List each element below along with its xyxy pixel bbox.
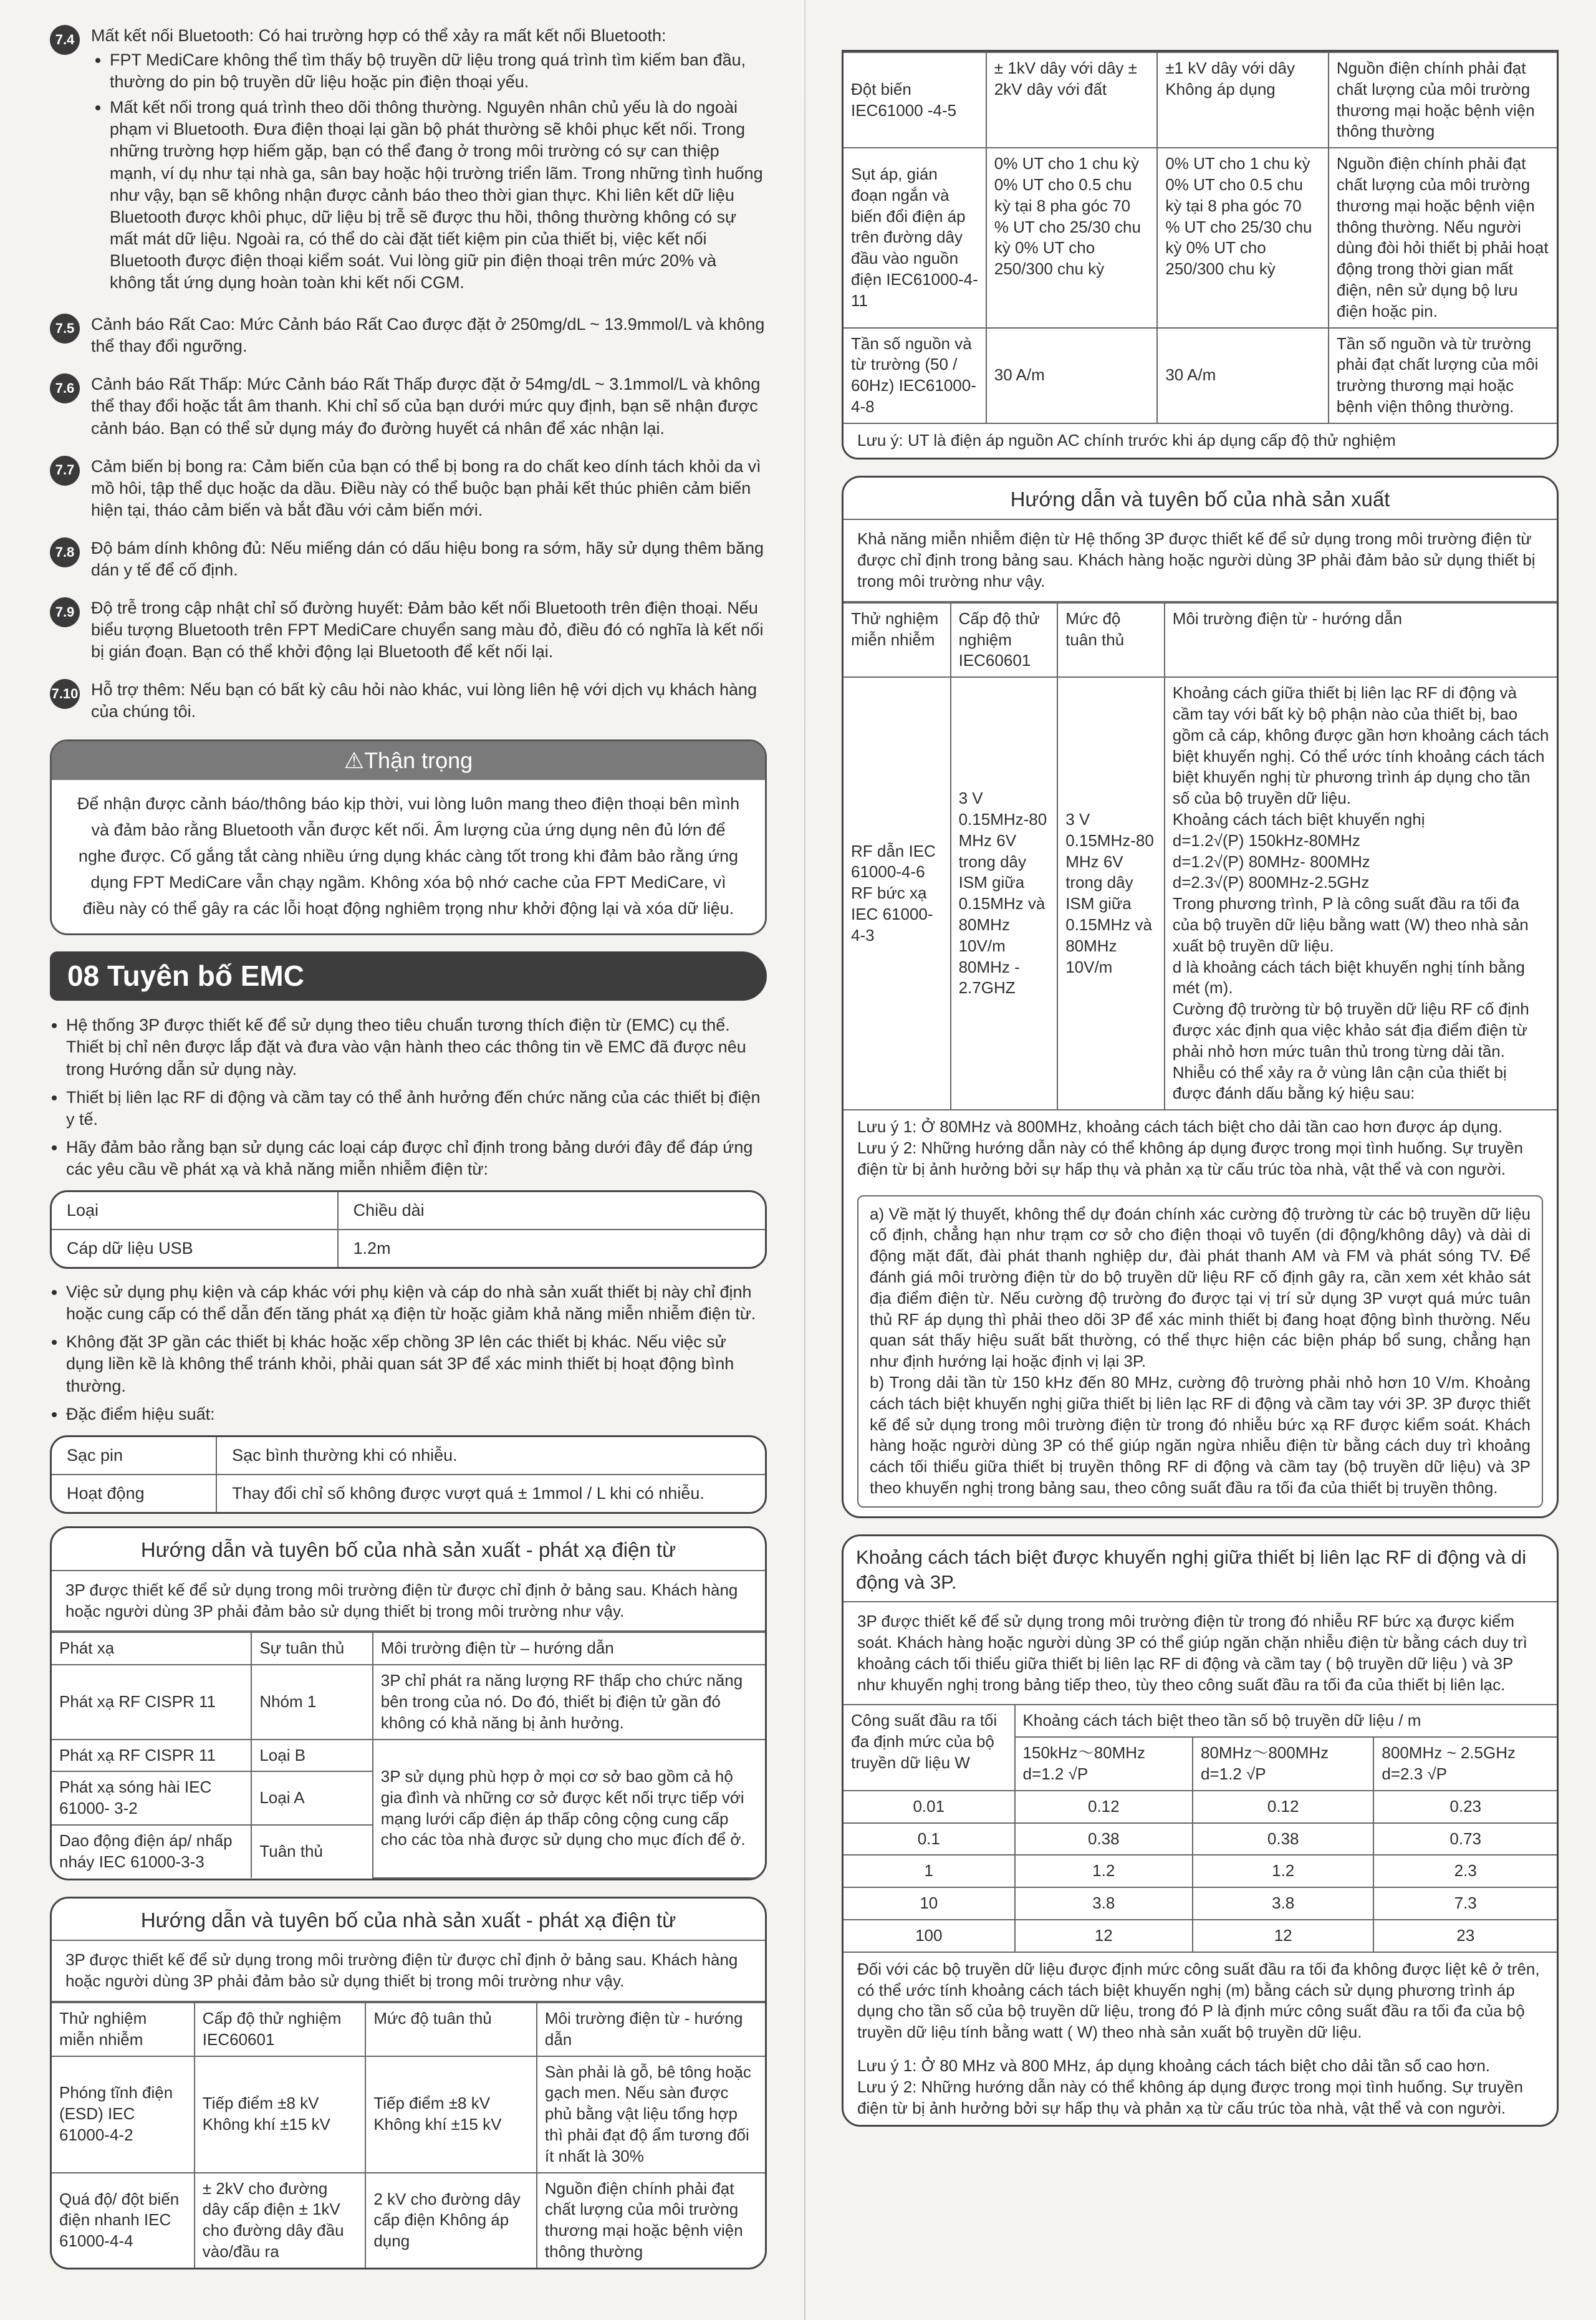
table-cell: Sàn phải là gỗ, bê tông hoặc gạch men. Nếu sàn được phủ bằng vật liệu tổng hợp thì phải đạt độ ẩm tương đối ít nhất là 30% [537, 2056, 765, 2173]
item-text: Hỗ trợ thêm: Nếu bạn có bất kỳ câu hỏi nào khác, vui lòng liên hệ với dịch vụ khách hàng của chúng tôi. [91, 680, 757, 721]
item-number-badge: 7.10 [50, 679, 80, 709]
bullet: • Thiết bị liên lạc RF di động và cầm tay có thể ảnh hưởng đến chức năng của các thiết bị điện y tế. [66, 1087, 767, 1130]
left-column [50, 25, 767, 2269]
table-cell: 1.2 [1015, 1855, 1193, 1887]
band-header: 80MHz〜800MHz d=1.2 √P [1193, 1737, 1373, 1791]
note-1: Lưu ý 1: Ở 80 MHz và 800 MHz, áp dụng khoảng cách tách biệt cho dải tần số cao hơn. [857, 2056, 1491, 2076]
caution-text: Để nhận được cảnh báo/thông báo kịp thời, vui lòng luôn mang theo điện thoại bên mình và đảm bảo rằng Bluetooth vẫn được kết nối. Âm lượng của ứng dụng nên đủ lớn để nghe được. Cố gắng tắt càng nhiều ứng dụng khác càng tốt trong khi đảm bảo rằng ứng dụng FPT MediCare vẫn chạy ngầm. Không xóa bộ nhớ cache của FPT MediCare, vì điều này có thể gây ra các lỗi hoạt động nghiêm trọng như khởi động lại và xóa dữ liệu. [77, 794, 740, 918]
performance-table [50, 1435, 767, 1514]
table-cell: 2.3 [1373, 1855, 1557, 1887]
table-cell: Nhóm 1 [251, 1665, 372, 1739]
item-7-4 [50, 25, 767, 297]
table-cell: ± 2kV cho đường dây cấp điện ± 1kV cho đường dây đầu vào/đầu ra [195, 2173, 366, 2268]
page-fold [804, 0, 805, 2320]
table-cell: 0.12 [1193, 1791, 1373, 1823]
frame-title: Hướng dẫn và tuyên bố của nhà sản xuất - phát xạ điện từ [52, 1528, 765, 1571]
table-cell: 0.01 [844, 1791, 1015, 1823]
table-cell: 3 V 0.15MHz-80 MHz 6V trong dây ISM giữa 0.15MHz và 80MHz 10V/m 80MHz - 2.7GHZ [951, 677, 1058, 1109]
table-cell: 30 A/m [1157, 328, 1329, 423]
table-cell: 12 [1193, 1920, 1373, 1952]
table-row [844, 1920, 1557, 1952]
guidance-cell [1165, 677, 1557, 1109]
col-header: Cấp độ thử nghiệm IEC60601 [195, 2003, 366, 2056]
table-cell: Loại A [251, 1771, 372, 1825]
after-table-text: Đối với các bộ truyền dữ liệu được định mức công suất đầu ra tối đa không được liệt kê ở trên, có thể ước tính khoảng cách tách biệt khuyến nghị (m) bằng cách sử dụng phương trình áp dụng cho tần số của bộ truyền dữ liệu, trong đó P là định mức công suất đầu ra tối đa của bộ truyền dữ liệu tính bằng watt ( W) theo nhà sản xuất bộ truyền dữ liệu. [844, 1952, 1557, 2049]
table-cell: 3.8 [1015, 1887, 1193, 1920]
frame-intro: 3P được thiết kế để sử dụng trong môi trường điện từ được chỉ định ở bảng sau. Khách hàng hoặc người dùng 3P phải đảm bảo sử dụng thiết bị trong môi trường như vậy. [52, 1571, 765, 1632]
table-row [844, 1823, 1557, 1856]
item-text: Cảnh báo Rất Cao: Mức Cảnh báo Rất Cao được đặt ở 250mg/dL ~ 13.9mmol/L và không thể thay đổi ngưỡng. [91, 315, 765, 356]
item-number-badge: 7.5 [50, 314, 80, 344]
table-cell-merged: 3P sử dụng phù hợp ở mọi cơ sở bao gồm cả hộ gia đình và những cơ sở được kết nối trực tiếp với mạng lưới cấp điện áp thấp công cộng cung cấp cho các tòa nhà được sử dụng cho mục đích để ở. [373, 1740, 765, 1878]
immunity-frame [50, 1897, 767, 2269]
col-header-group: Khoảng cách tách biệt theo tần số bộ truyền dữ liệu / m [1015, 1705, 1557, 1737]
col-header: Thử nghiệm miễn nhiễm [844, 603, 951, 677]
item-number-badge: 7.4 [50, 25, 80, 55]
table-cell: 0.73 [1373, 1823, 1557, 1856]
paragraph-a: a) Về mặt lý thuyết, không thể dự đoán chính xác cường độ trường từ các bộ truyền dữ liệu cố định, chẳng hạn như trạm cơ sở cho điện thoại vô tuyến (di động/không dây) và dài di động mặt đất, đài phát thanh nghiệp dư, đài phát thanh AM và FM và phát sóng TV. Để đánh giá môi trường điện từ do bộ truyền dữ liệu RF cố định gây ra, cần xem xét khảo sát địa điểm điện từ. Nếu cường độ trường đo được tại vị trí sử dụng 3P vượt quá mức tuân thủ RF áp dụng thì phải theo dõi 3P để xác minh thiết bị đang hoạt động bình thường. Nếu quan sát thấy hiệu suất bất thường, có thể thực hiện các biện pháp bổ sung, chẳng hạn như định hướng lại hoặc định vị lại 3P. [870, 1204, 1531, 1371]
item-text: Độ trễ trong cập nhật chỉ số đường huyết: Đảm bảo kết nối Bluetooth trên điện thoại. Nếu biểu tượng Bluetooth trên FPT MediCare chuyển sang màu đỏ, điều đó có nghĩa là kết nối bị gián đoạn. Bạn có thể khởi động lại Bluetooth để kết nối lại. [91, 599, 764, 662]
col-header: Môi trường điện từ – hướng dẫn [373, 1632, 765, 1665]
item-number-badge: 7.9 [50, 597, 80, 627]
cable-type: Cáp dữ liệu USB [52, 1229, 337, 1267]
frame-title: Khoảng cách tách biệt được khuyến nghị giữa thiết bị liên lạc RF di động và di động và 3P. [844, 1536, 1557, 1603]
perf-label: Hoạt động [52, 1474, 216, 1512]
table-row [844, 1791, 1557, 1823]
table-cell: 0.23 [1373, 1791, 1557, 1823]
col-header: Mức độ tuân thủ [1057, 603, 1165, 677]
guidance-line: d=1.2√(P) 80MHz- 800MHz [1172, 852, 1370, 871]
col-header: Môi trường điện từ - hướng dẫn [1165, 603, 1557, 677]
table-cell: RF dẫn IEC 61000-4-6 RF bức xạ IEC 61000-4-3 [844, 677, 951, 1109]
caution-title: ⚠Thận trọng [52, 741, 765, 781]
separation-distance-table [844, 1704, 1557, 1951]
notes [844, 2049, 1557, 2125]
perf-value: Sạc bình thường khi có nhiễu. [216, 1437, 765, 1474]
table-cell: Đột biến IEC61000 -4-5 [844, 52, 986, 148]
table-cell: Nguồn điện chính phải đạt chất lượng của môi trường thương mại hoặc bệnh viện thông thường [1329, 52, 1557, 148]
col-header: Cấp độ thử nghiệm IEC60601 [951, 603, 1058, 677]
table-cell: 3P chỉ phát ra năng lượng RF thấp cho chức năng bên trong của nó. Do đó, thiết bị điện tử gần đó không có khả năng bị ảnh hưởng. [373, 1665, 765, 1739]
table-cell: 1.2 [1193, 1855, 1373, 1887]
table-cell: 0% UT cho 1 chu kỳ 0% UT cho 0.5 chu kỳ tại 8 pha góc 70 % UT cho 25/30 chu kỳ 0% UT cho 250/300 chu kỳ [1157, 148, 1329, 327]
item-text: Mất kết nối Bluetooth: Có hai trường hợp có thể xảy ra mất kết nối Bluetooth: [91, 26, 666, 45]
note-2: Lưu ý 2: Những hướng dẫn này có thể không áp dụng được trong mọi tình huống. Sự truyền điện từ bị ảnh hưởng bởi sự hấp thụ và phản xạ từ cấu trúc tòa nhà, vật thể và con người. [857, 1138, 1523, 1178]
table-cell: 0.38 [1015, 1823, 1193, 1856]
item-7-5 [50, 314, 767, 357]
separation-distance-frame [842, 1534, 1559, 2127]
col-header: Sự tuân thủ [251, 1632, 372, 1665]
immunity-table [52, 2002, 765, 2268]
table-cell: Quá độ/ đột biến điện nhanh IEC 61000-4-4 [52, 2173, 195, 2268]
table-cell: 3 V 0.15MHz-80 MHz 6V trong dây ISM giữa 0.15MHz và 80MHz 10V/m [1057, 677, 1165, 1109]
bullet: • Không đặt 3P gần các thiết bị khác hoặc xếp chồng 3P lên các thiết bị khác. Nếu việc sử dụng liền kề là không thể tránh khỏi, phải quan sát 3P để xác minh thiết bị hoạt động bình thường. [66, 1331, 767, 1397]
table-cell: 7.3 [1373, 1887, 1557, 1920]
frame-title: Hướng dẫn và tuyên bố của nhà sản xuất - phát xạ điện từ [52, 1899, 765, 1942]
band-header: 150kHz〜80MHz d=1.2 √P [1015, 1737, 1193, 1791]
bullet: • Mất kết nối trong quá trình theo dõi thông thường. Nguyên nhân chủ yếu là do ngoài phạm vi Bluetooth. Đưa điện thoại lại gần bộ phát thường sẽ khôi phục kết nối. Trong những trường hợp hiếm gặp, bạn có thể đang ở trong môi trường có sự can thiệp mạnh, ví dụ như tại nhà ga, sân bay hoặc hội trường triển lãm. Trong những tình huống như vậy, bạn sẽ không nhận được cảnh báo theo thời gian thực. Khi liên kết dữ liệu Bluetooth được khôi phục, dữ liệu bị trễ sẽ được thu hồi, thông thường không có sự mất mát dữ liệu. Ngoài ra, có thể do cài đặt tiết kiệm pin của thiết bị, việc kết nối Bluetooth được điện thoại kiểm soát. Vui lòng giữ pin điện thoại trên mức 20% và không tắt ứng dụng hoàn toàn khi kết nối CGM. [110, 97, 767, 294]
table-cell: Sụt áp, gián đoạn ngắn và biến đổi điện áp trên đường dây đầu vào nguồn điện IEC61000-4-11 [844, 148, 986, 327]
table-cell: Tiếp điểm ±8 kV Không khí ±15 kV [195, 2056, 366, 2173]
table-cell: 0.38 [1193, 1823, 1373, 1856]
col-header: Phát xạ [52, 1632, 251, 1665]
item-7-8 [50, 537, 767, 581]
caution-box [50, 739, 767, 935]
perf-label: Sạc pin [67, 1445, 123, 1465]
frame-title: Hướng dẫn và tuyên bố của nhà sản xuất [844, 478, 1557, 521]
table-note [844, 1109, 1557, 1186]
table-cell: 3.8 [1193, 1887, 1373, 1920]
item-7-9 [50, 597, 767, 663]
table-cell: 12 [1015, 1920, 1193, 1952]
guidance-line: Trong phương trình, P là công suất đầu ra tối đa của bộ truyền dữ liệu bằng watt (W) theo nhà sản xuất bộ truyền dữ liệu. [1172, 894, 1529, 955]
right-column [842, 50, 1559, 2143]
table-cell: Phát xạ RF CISPR 11 [52, 1665, 251, 1739]
emc-bullets-2 [66, 1281, 767, 1425]
table-row [844, 1887, 1557, 1920]
col-header: Mức độ tuân thủ [365, 2003, 537, 2056]
cable-header-type: Loại [67, 1201, 99, 1220]
table-cell: 0.1 [844, 1823, 1015, 1856]
item-number-badge: 7.8 [50, 537, 80, 567]
table-cell: 0% UT cho 1 chu kỳ 0% UT cho 0.5 chu kỳ tại 8 pha góc 70 % UT cho 25/30 chu kỳ 0% UT cho 250/300 chu kỳ [986, 148, 1158, 327]
rf-immunity-table [844, 602, 1557, 1109]
table-cell: Nguồn điện chính phải đạt chất lượng của môi trường thương mại hoặc bệnh viện thông thường. Nếu người dùng đòi hỏi thiết bị phải hoạt động trong thời gian mất điện, nên sử dụng bộ lưu điện hoặc pin. [1329, 148, 1557, 327]
table-row [844, 1855, 1557, 1887]
bullet: • Đặc điểm hiệu suất: [66, 1403, 767, 1425]
table-cell: ±1 kV dây với dây Không áp dụng [1157, 52, 1329, 148]
item-7-6 [50, 373, 767, 439]
bullet: • Hãy đảm bảo rằng bạn sử dụng các loại cáp được chỉ định trong bảng dưới đây để đáp ứng các yêu cầu về phát xạ và khả năng miễn nhiễm điện từ: [66, 1137, 767, 1180]
explanation-box [857, 1195, 1543, 1508]
table-cell: Tần số nguồn và từ trường phải đạt chất lượng của môi trường thương mại hoặc bệnh viện thông thường. [1329, 328, 1557, 423]
immunity-continued-frame [842, 50, 1559, 460]
rf-immunity-frame [842, 476, 1559, 1518]
table-cell: 2 kV cho đường dây cấp điện Không áp dụng [365, 2173, 537, 2268]
table-cell: 30 A/m [986, 328, 1158, 423]
frame-intro: 3P được thiết kế để sử dụng trong môi trường điện từ được chỉ định ở bảng sau. Khách hàng hoặc người dùng 3P phải đảm bảo sử dụng thiết bị trong môi trường như vậy. [52, 1941, 765, 2002]
item-7-10 [50, 679, 767, 723]
emc-bullets [66, 1014, 767, 1180]
table-cell: Phát xạ sóng hài IEC 61000- 3-2 [52, 1771, 251, 1825]
cable-header-length: Chiều dài [337, 1192, 765, 1229]
frame-intro: 3P được thiết kế để sử dụng trong môi trường điện từ trong đó nhiễu RF bức xạ được kiểm soát. Khách hàng hoặc người dùng 3P có thể giúp ngăn chặn nhiễu điện từ bằng cách duy trì khoảng cách tối thiểu giữa thiết bị liên lạc RF di động và cầm tay ( bộ truyền dữ liệu ) và 3P như khuyến nghị trong bảng tiếp theo, tùy theo công suất đầu ra tối đa của thiết bị liên lạc. [857, 1612, 1527, 1694]
guidance-line: Cường độ trường từ bộ truyền dữ liệu RF cố định được xác định qua việc khảo sát địa điểm điện từ phải nhỏ hơn mức tuân thủ trong từng dải tần. [1172, 999, 1529, 1061]
perf-value: Thay đổi chỉ số không được vượt quá ± 1mmol / L khi có nhiễu. [216, 1474, 765, 1512]
item-text: Độ bám dính không đủ: Nếu miếng dán có dấu hiệu bong ra sớm, hãy sử dụng thêm băng dán y tế để cố định. [91, 538, 764, 579]
table-cell: ± 1kV dây với dây ± 2kV dây với đất [986, 52, 1158, 148]
col-header: Công suất đầu ra tối đa định mức của bộ truyền dữ liệu W [844, 1705, 1015, 1790]
table-cell: 23 [1373, 1920, 1557, 1952]
emission-frame [50, 1526, 767, 1880]
guidance-line: Khoảng cách tách biệt khuyến nghị [1172, 810, 1425, 829]
note-1: Lưu ý 1: Ở 80MHz và 800MHz, khoảng cách tách biệt cho dải tần cao hơn được áp dụng. [857, 1117, 1503, 1137]
table-cell: Tần số nguồn và từ trường (50 / 60Hz) IEC61000-4-8 [844, 328, 986, 423]
bullet: • Hệ thống 3P được thiết kế để sử dụng theo tiêu chuẩn tương thích điện từ (EMC) cụ thể. Thiết bị chỉ nên được lắp đặt và đưa vào vận hành theo các thông tin về EMC đã được nêu trong Hướng dẫn sử dụng này. [66, 1014, 767, 1080]
table-cell: Dao động điện áp/ nhấp nháy IEC 61000-3-3 [52, 1825, 251, 1878]
table-cell: Loại B [251, 1740, 372, 1772]
table-cell: 100 [844, 1920, 1015, 1952]
guidance-line: d=2.3√(P) 800MHz-2.5GHz [1172, 873, 1370, 892]
bullet: • Việc sử dụng phụ kiện và cáp khác với phụ kiện và cáp do nhà sản xuất thiết bị này chỉ định hoặc cung cấp có thể dẫn đến tăng phát xạ điện từ hoặc giảm khả năng miễn nhiễm điện từ. [66, 1281, 767, 1325]
guidance-line: d=1.2√(P) 150kHz-80MHz [1172, 830, 1360, 850]
table-cell: Tiếp điểm ±8 kV Không khí ±15 kV [365, 2056, 537, 2173]
immunity-table-continued [844, 52, 1557, 423]
guidance-line: d là khoảng cách tách biệt khuyến nghị tính bằng mét (m). [1172, 957, 1525, 998]
bullet: • FPT MediCare không thể tìm thấy bộ truyền dữ liệu trong quá trình tìm kiếm ban đầu, thường do pin bộ truyền dữ liệu hoặc pin điện thoại yếu. [110, 49, 767, 93]
note-2: Lưu ý 2: Những hướng dẫn này có thể không áp dụng được trong mọi tình huống. Sự truyền điện từ bị ảnh hưởng bởi sự hấp thụ và phản xạ từ cấu trúc tòa nhà, vật thể và con người. [857, 2077, 1523, 2117]
table-cell: Phóng tĩnh điện (ESD) IEC 61000-4-2 [52, 2056, 195, 2173]
cable-length: 1.2m [337, 1229, 765, 1267]
guidance-line: Nhiễu có thể xảy ra ở vùng lân cận của thiết bị được đánh dấu bằng ký hiệu sau: [1172, 1062, 1507, 1103]
cable-table [50, 1190, 767, 1269]
table-cell: Phát xạ RF CISPR 11 [52, 1740, 251, 1772]
item-number-badge: 7.6 [50, 373, 80, 403]
item-number-badge: 7.7 [50, 456, 80, 486]
col-header: Thử nghiệm miễn nhiễm [52, 2003, 195, 2056]
col-header: Môi trường điện từ - hướng dẫn [537, 2003, 765, 2056]
emission-table [52, 1632, 765, 1878]
table-cell: Tuân thủ [251, 1825, 372, 1878]
frame-intro: Khả năng miễn nhiễm điện từ Hệ thống 3P được thiết kế để sử dụng trong môi trường điện từ được chỉ định trong bảng sau. Khách hàng hoặc người dùng 3P phải đảm bảo sử dụng thiết bị trong môi trường như vậy. [844, 520, 1557, 602]
table-cell: Nguồn điện chính phải đạt chất lượng của môi trường thương mại hoặc bệnh viện thông thường [537, 2173, 765, 2268]
table-cell: 10 [844, 1887, 1015, 1920]
band-header: 800MHz ~ 2.5GHz d=2.3 √P [1373, 1737, 1557, 1791]
item-text: Cảnh báo Rất Thấp: Mức Cảnh báo Rất Thấp được đặt ở 54mg/dL ~ 3.1mmol/L và không thể thay đổi hoặc tắt âm thanh. Khi chỉ số của bạn dưới mức quy định, bạn sẽ nhận được cảnh báo. Bạn có thể sử dụng máy đo đường huyết cá nhân để xác nhận lại. [91, 375, 761, 438]
section-title: 08 Tuyên bố EMC [50, 951, 767, 1001]
guidance-line: Khoảng cách giữa thiết bị liên lạc RF di động và cầm tay với bất kỳ bộ phận nào của thiết bị, bao gồm cả cáp, không được gần hơn khoảng cách tách biệt khuyến nghị. Có thể ước tính khoảng cách tách biệt khuyến nghị từ phương trình áp dụng cho tần số của bộ truyền dữ liệu. [1172, 683, 1549, 808]
table-note: Lưu ý: UT là điện áp nguồn AC chính trước khi áp dụng cấp độ thử nghiệm [844, 423, 1557, 458]
item-text: Cảm biến bị bong ra: Cảm biến của bạn có thể bị bong ra do chất keo dính tách khỏi da vì mồ hôi, tập thể dục hoặc da dầu. Điều này có thể buộc bạn phải kết thúc phiên cảm biến hiện tại, tháo cảm biến và bắt đầu với cảm biến mới. [91, 456, 761, 519]
table-cell: 1 [844, 1855, 1015, 1887]
item-7-7 [50, 456, 767, 521]
table-cell: 0.12 [1015, 1791, 1193, 1823]
paragraph-b: b) Trong dải tần từ 150 kHz đến 80 MHz, cường độ trường phải nhỏ hơn 10 V/m. Khoảng cách tách biệt khuyến nghị giữa thiết bị liên lạc RF di động và cầm tay với 3P. 3P được thiết kế để sử dụng trong môi trường điện từ trong đó nhiễu bức xạ RF được kiểm soát. Khách hàng hoặc người dùng 3P có thể giúp ngăn ngừa nhiễu điện từ bằng cách duy trì khoảng cách tối thiểu giữa thiết bị truyền thông RF di động và cầm tay (bộ truyền dữ liệu) và 3P theo khuyến nghị trong bảng sau, theo công suất đầu ra tối đa của thiết bị truyền thông. [870, 1372, 1531, 1497]
